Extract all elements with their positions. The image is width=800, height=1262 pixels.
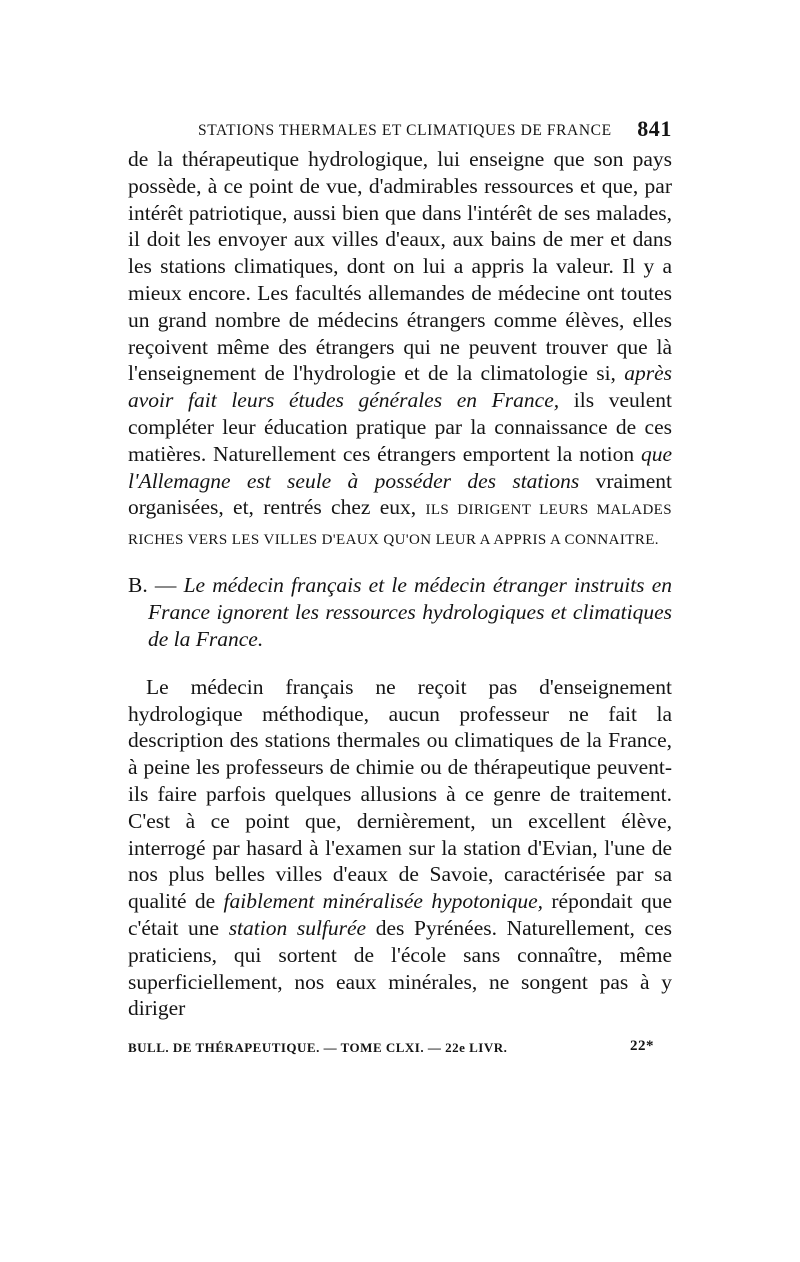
italic-phrase: que l'Allemagne est seule à posséder des stations [128, 441, 672, 493]
footer-signature: BULL. DE THÉRAPEUTIQUE. — TOME CLXI. — 22e LIVR. [128, 1040, 508, 1056]
page-number: 841 [637, 116, 672, 141]
running-title: STATIONS THERMALES ET CLIMATIQUES DE FRANCE [198, 122, 612, 139]
small-caps-phrase: ILS DIRIGENT LEURS MALADES RICHES VERS LES VILLES D'EAUX QU'ON LEUR A APPRIS A CONNAITRE. [128, 502, 672, 549]
running-header [128, 112, 672, 146]
paragraph-continuation [128, 146, 672, 554]
paragraph-text: Le médecin français ne reçoit pas d'enseignement hydrologique méthodique, aucun professeur ne fait la description des stations thermales ou climatiques de la France, à peine les professeurs de chimie ou de thérapeutique peuvent-ils faire parfois quelques allusions à ce genre de traitement. C'est à ce point que, dernièrement, un excellent élève, interrogé par hasard à l'examen sur la station d'Evian, l'une de nos plus belles villes d'eaux de Savoie, caractérisée par sa qualité de [128, 674, 672, 914]
paragraph-text: ils veulent compléter leur éducation pratique par la connaissance de ces matières. Naturellement ces étrangers emportent la notion [128, 388, 672, 466]
paragraph-text: de la thérapeutique hydrologique, lui enseigne que son pays possède, à ce point de vue, d'admirables ressources et que, par intérêt patriotique, aussi bien que dans l'intérêt de ses malades, il doit les envoyer aux villes d'eaux, aux bains de mer et dans les stations climatiques, dont on lui a appris la valeur. Il y a mieux encore. Les facultés allemandes de médecine ont toutes un grand nombre de médecins étrangers comme élèves, elles reçoivent même des étrangers qui ne peuvent trouver que là l'enseignement de l'hydrologie et de la climatologie si, [128, 147, 672, 386]
document-page [128, 112, 672, 1060]
paragraph-text: des Pyrénées. Naturellement, ces praticiens, qui sortent de l'école sans connaître, même superficiellement, nos eaux minérales, ne songent pas à y diriger [128, 916, 672, 1021]
section-letter: B. — [128, 572, 184, 597]
paragraph [128, 674, 672, 1022]
italic-phrase: faiblement minéralisée hypotonique, [223, 889, 544, 914]
section-heading [128, 572, 672, 652]
italic-phrase: station sulfurée [228, 916, 367, 941]
page-footer [128, 1036, 672, 1060]
sheet-mark: 22* [630, 1038, 654, 1055]
italic-phrase: après avoir fait leurs études générales en France, [128, 361, 672, 413]
section-title: Le médecin français et le médecin étranger instruits en France ignorent les ressources hydrologiques et climatiques de la France. [148, 572, 673, 651]
paragraph-text: répondait que c'était une [128, 889, 672, 941]
paragraph-text: vraiment organisées, et, rentrés chez eux, [128, 468, 673, 520]
